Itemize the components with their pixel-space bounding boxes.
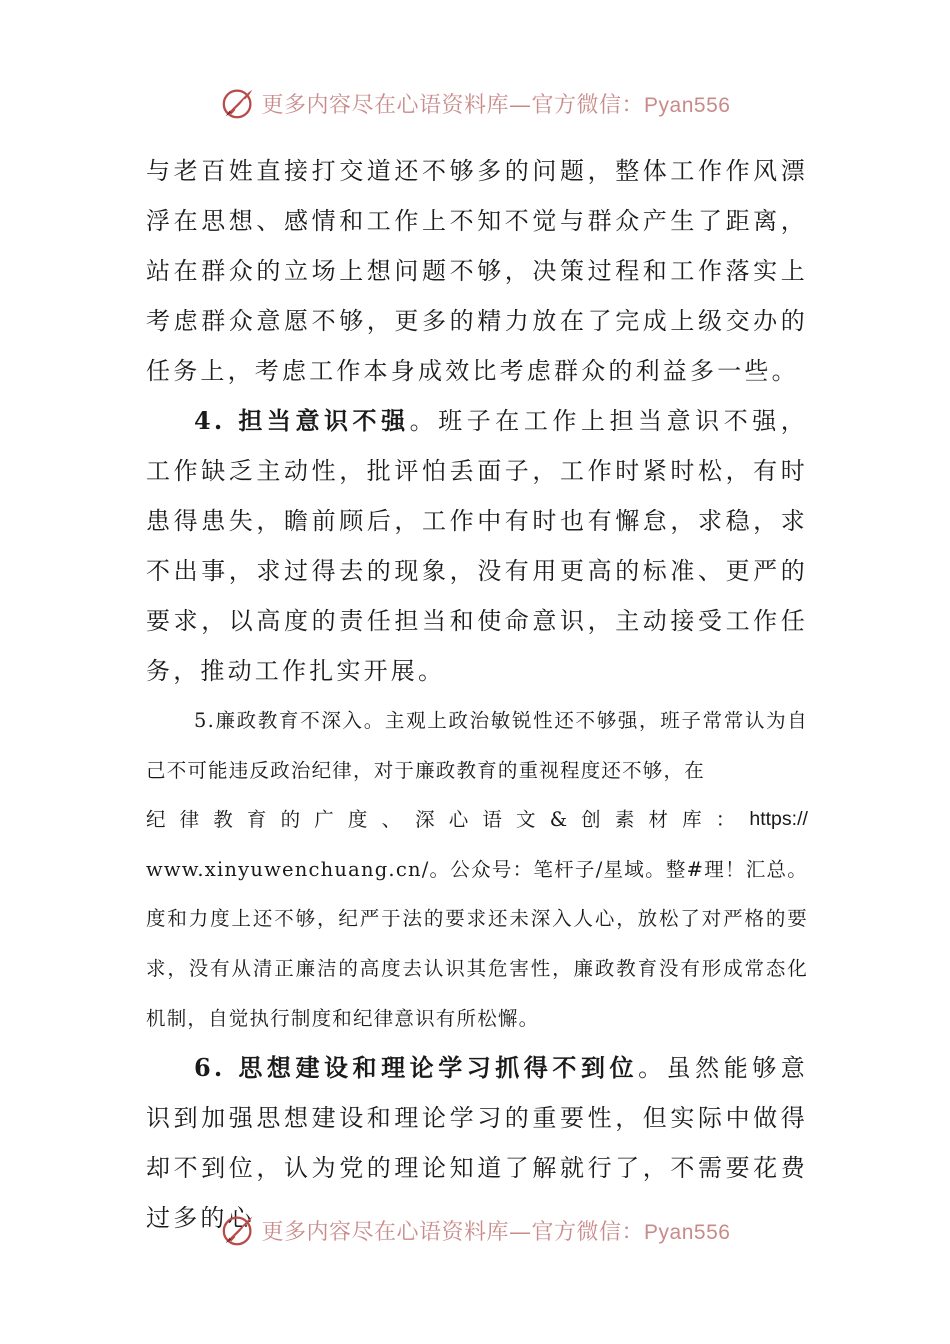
paragraph-4-body: 。班子在工作上担当意识不强，工作缺乏主动性，批评怕丢面子，工作时紧时松，有时患得患失，瞻前顾后，工作中有时也有懈怠，求稳，求不出事，求过得去的现象，没有用更高的标准、更严的要求，以高度的责任担当和使命意识，主动接受工作任务，推动工作扎实开展。 xyxy=(146,407,808,685)
spread-char: 育 xyxy=(246,808,267,832)
spread-char: 纪 xyxy=(146,808,166,832)
banner-text: 更多内容尽在心语资料库—官方微信：Pyan556 xyxy=(261,92,731,118)
spread-char: 深 xyxy=(415,808,435,832)
spread-char: 心 xyxy=(448,808,469,832)
banner-account: Pyan556 xyxy=(644,93,731,117)
paragraph-6-body: 。虽然能够意识到加强思想建设和理论学习的重要性，但实际中做得却不到位，认为党的理论知道了解就行了，不需要花费过多的心 xyxy=(146,1054,809,1233)
spread-char: 语 xyxy=(482,808,502,832)
spread-char: 材 xyxy=(648,808,668,832)
paragraph-5-part2: www.xinyuwenchuang.cn/。公众号：笔杆子/星域。整#理！汇总。度和力度上还不够，纪严于法的要求还未深入人心，放松了对严格的要求，没有从清正廉洁的高度去认识其危害性，廉政教育没有形成常态化机制，自觉执行制度和纪律意识有所松懈。 xyxy=(146,857,808,1030)
paragraph-5-spread-line xyxy=(146,795,808,845)
document-body xyxy=(146,146,808,1243)
spread-char: 的 xyxy=(280,808,301,832)
pen-logo-icon xyxy=(220,84,258,122)
header-banner xyxy=(0,78,950,128)
paragraph-6-heading: 6. 思想建设和理论学习抓得不到位 xyxy=(194,1053,639,1083)
url-prefix: https:// xyxy=(749,808,808,831)
spread-char: ： xyxy=(715,808,736,832)
spread-char: 教 xyxy=(213,808,233,832)
paragraph-5 xyxy=(146,696,808,1043)
spread-char: 素 xyxy=(614,808,635,832)
paragraph-5-part1: 5.廉政教育不深入。主观上政治敏锐性还不够强，班子常常认为自己不可能违反政治纪律，对于廉政教育的重视程度还不够，在 xyxy=(146,709,808,782)
banner-text: 更多内容尽在心语资料库—官方微信：Pyan556 xyxy=(261,1219,731,1245)
spread-char: 文 xyxy=(516,808,536,832)
paragraph-4 xyxy=(146,396,808,696)
spread-char: 律 xyxy=(179,808,200,832)
spread-char: 广 xyxy=(314,808,334,832)
pen-logo-icon xyxy=(220,1211,258,1249)
paragraph-continuation: 与老百姓直接打交道还不够多的问题，整体工作作风漂浮在思想、感情和工作上不知不觉与群众产生了距离，站在群众的立场上想问题不够，决策过程和工作落实上考虑群众意愿不够，更多的精力放在了完成上级交办的任务上，考虑工作本身成效比考虑群众的利益多一些。 xyxy=(146,157,808,385)
spread-char: & xyxy=(549,808,568,832)
footer-banner xyxy=(0,1205,950,1255)
spread-char: 创 xyxy=(581,808,601,832)
banner-account: Pyan556 xyxy=(644,1220,731,1244)
spread-char: 库 xyxy=(682,808,702,832)
spread-char: 、 xyxy=(381,808,401,832)
paragraph-4-heading: 4. 担当意识不强 xyxy=(194,406,410,435)
spread-char: 度 xyxy=(347,808,368,832)
